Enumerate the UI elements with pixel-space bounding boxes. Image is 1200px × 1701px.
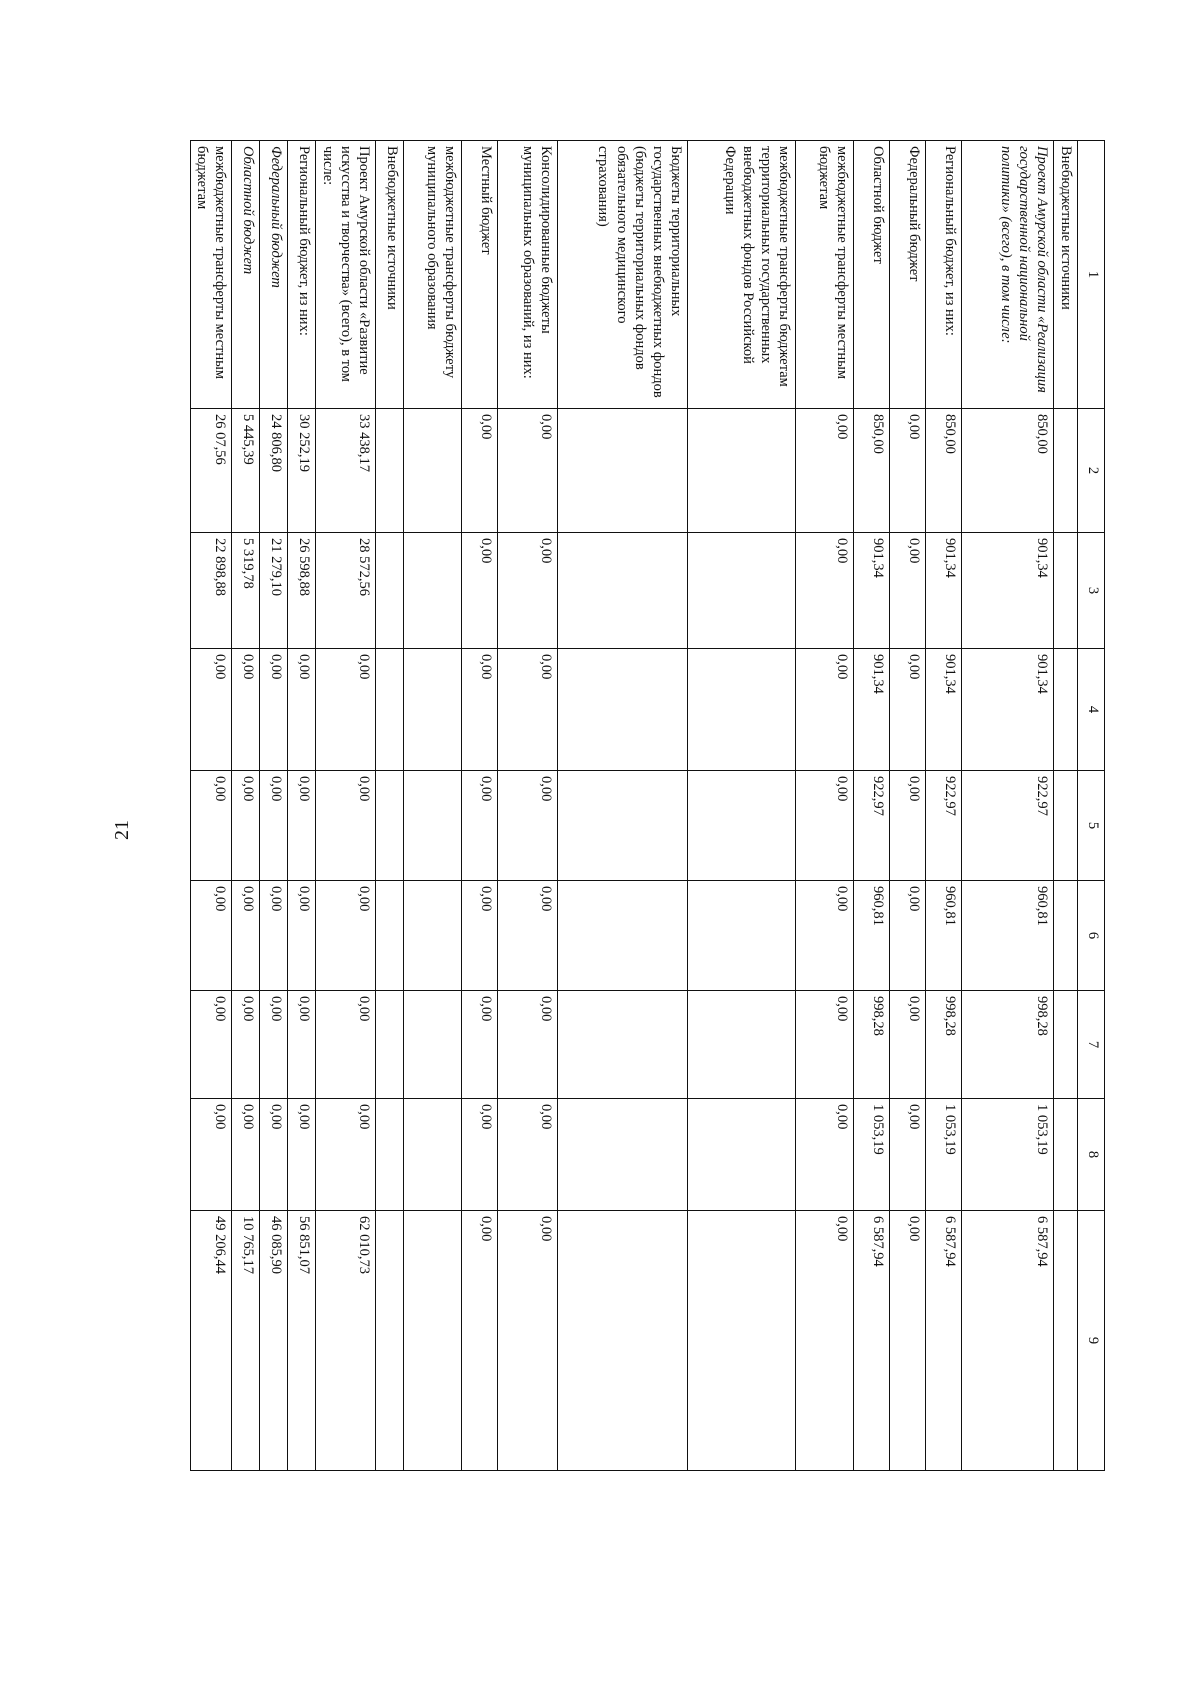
value-cell (688, 409, 796, 533)
value-cell: 0,00 (498, 649, 558, 771)
value-cell: 0,00 (462, 991, 498, 1099)
value-cell: 0,00 (498, 991, 558, 1099)
value-cell: 22 898,88 (190, 533, 231, 649)
value-cell (558, 649, 688, 771)
value-cell: 998,28 (962, 991, 1054, 1099)
column-header-4: 4 (1078, 649, 1105, 771)
value-cell (1054, 409, 1078, 533)
value-cell: 901,34 (854, 533, 890, 649)
value-cell: 0,00 (890, 533, 926, 649)
value-cell: 0,00 (316, 881, 376, 991)
value-cell (688, 881, 796, 991)
value-cell (404, 771, 462, 881)
value-cell (558, 1211, 688, 1471)
value-cell (558, 409, 688, 533)
row-label: Областной бюджет (854, 141, 890, 409)
value-cell: 0,00 (890, 1099, 926, 1211)
value-cell (376, 771, 404, 881)
column-header-7: 7 (1078, 991, 1105, 1099)
value-cell (376, 1099, 404, 1211)
value-cell (404, 881, 462, 991)
value-cell: 0,00 (232, 991, 260, 1099)
value-cell: 0,00 (190, 991, 231, 1099)
value-cell: 0,00 (316, 991, 376, 1099)
row-label: Местный бюджет (462, 141, 498, 409)
value-cell: 0,00 (260, 771, 288, 881)
value-cell: 1 053,19 (962, 1099, 1054, 1211)
table-row (190, 141, 231, 1471)
table-row (558, 141, 688, 1471)
table-row (962, 141, 1054, 1471)
value-cell (404, 1099, 462, 1211)
table-row (926, 141, 962, 1471)
value-cell: 0,00 (890, 409, 926, 533)
value-cell: 62 010,73 (316, 1211, 376, 1471)
value-cell (558, 771, 688, 881)
value-cell: 0,00 (288, 649, 316, 771)
value-cell: 0,00 (288, 881, 316, 991)
value-cell: 0,00 (260, 649, 288, 771)
value-cell: 0,00 (498, 881, 558, 991)
value-cell (1054, 1099, 1078, 1211)
value-cell (1054, 649, 1078, 771)
value-cell: 0,00 (232, 881, 260, 991)
value-cell: 922,97 (962, 771, 1054, 881)
row-label: Проект Амурской области «Реализация государственной национальной политики» (всего), в том числе: (962, 141, 1054, 409)
value-cell (688, 649, 796, 771)
value-cell: 0,00 (498, 1099, 558, 1211)
value-cell (404, 649, 462, 771)
value-cell (688, 991, 796, 1099)
value-cell (1054, 991, 1078, 1099)
value-cell (404, 533, 462, 649)
value-cell: 6 587,94 (926, 1211, 962, 1471)
value-cell: 998,28 (926, 991, 962, 1099)
value-cell: 960,81 (854, 881, 890, 991)
value-cell (688, 533, 796, 649)
value-cell (1054, 771, 1078, 881)
column-header-6: 6 (1078, 881, 1105, 991)
value-cell: 0,00 (462, 649, 498, 771)
value-cell: 0,00 (288, 771, 316, 881)
value-cell (558, 533, 688, 649)
table-row (1054, 141, 1078, 1471)
table-row (288, 141, 316, 1471)
value-cell: 0,00 (288, 1099, 316, 1211)
value-cell (376, 881, 404, 991)
row-label: Областной бюджет (232, 141, 260, 409)
value-cell: 0,00 (462, 771, 498, 881)
value-cell: 0,00 (796, 881, 854, 991)
table-row (260, 141, 288, 1471)
value-cell: 6 587,94 (962, 1211, 1054, 1471)
value-cell: 922,97 (854, 771, 890, 881)
table-row (232, 141, 260, 1471)
value-cell: 1 053,19 (854, 1099, 890, 1211)
value-cell: 33 438,17 (316, 409, 376, 533)
value-cell: 0,00 (232, 771, 260, 881)
table-row (376, 141, 404, 1471)
value-cell: 49 206,44 (190, 1211, 231, 1471)
value-cell: 0,00 (260, 881, 288, 991)
value-cell: 901,34 (926, 533, 962, 649)
value-cell (558, 881, 688, 991)
table-row (404, 141, 462, 1471)
value-cell: 850,00 (854, 409, 890, 533)
value-cell: 0,00 (796, 533, 854, 649)
value-cell: 0,00 (796, 1211, 854, 1471)
value-cell (376, 649, 404, 771)
value-cell (1054, 533, 1078, 649)
row-label: Проект Амурской области «Развитие искусства и творчества» (всего), в том числе: (316, 141, 376, 409)
table-row (796, 141, 854, 1471)
value-cell: 0,00 (498, 409, 558, 533)
value-cell: 0,00 (890, 1211, 926, 1471)
value-cell: 901,34 (926, 649, 962, 771)
value-cell: 901,34 (962, 533, 1054, 649)
value-cell: 850,00 (962, 409, 1054, 533)
table-row (854, 141, 890, 1471)
value-cell: 26 598,88 (288, 533, 316, 649)
value-cell: 0,00 (498, 1211, 558, 1471)
value-cell (1054, 881, 1078, 991)
value-cell: 850,00 (926, 409, 962, 533)
value-cell: 0,00 (190, 1099, 231, 1211)
column-header-3: 3 (1078, 533, 1105, 649)
value-cell (558, 1099, 688, 1211)
value-cell: 0,00 (796, 1099, 854, 1211)
row-label: Внебюджетные источники (376, 141, 404, 409)
value-cell: 0,00 (796, 991, 854, 1099)
value-cell (688, 1211, 796, 1471)
value-cell (558, 991, 688, 1099)
table-row (498, 141, 558, 1471)
row-label: Федеральный бюджет (260, 141, 288, 409)
rotated-table-container (120, 140, 1105, 1470)
value-cell: 960,81 (926, 881, 962, 991)
column-header-1: 1 (1078, 141, 1105, 409)
page-number: 21 (110, 820, 133, 840)
value-cell (404, 409, 462, 533)
value-cell: 960,81 (962, 881, 1054, 991)
row-label: межбюджетные трансферты бюджетам территориальных государственных внебюджетных фондов Российской Федерации (688, 141, 796, 409)
value-cell: 0,00 (260, 1099, 288, 1211)
value-cell: 0,00 (316, 1099, 376, 1211)
table-body (190, 141, 1077, 1471)
column-header-5: 5 (1078, 771, 1105, 881)
value-cell: 0,00 (890, 649, 926, 771)
value-cell: 0,00 (498, 771, 558, 881)
value-cell: 0,00 (232, 649, 260, 771)
value-cell (376, 409, 404, 533)
column-header-8: 8 (1078, 1099, 1105, 1211)
value-cell: 0,00 (190, 881, 231, 991)
budget-table (190, 140, 1105, 1471)
row-label: Региональный бюджет, из них: (288, 141, 316, 409)
value-cell: 28 572,56 (316, 533, 376, 649)
value-cell: 5 445,39 (232, 409, 260, 533)
value-cell: 901,34 (854, 649, 890, 771)
value-cell: 1 053,19 (926, 1099, 962, 1211)
value-cell: 0,00 (796, 771, 854, 881)
table-row (688, 141, 796, 1471)
value-cell (404, 991, 462, 1099)
value-cell: 30 252,19 (288, 409, 316, 533)
value-cell: 6 587,94 (854, 1211, 890, 1471)
column-header-9: 9 (1078, 1211, 1105, 1471)
row-label: межбюджетные трансферты местным бюджетам (190, 141, 231, 409)
value-cell: 0,00 (462, 1099, 498, 1211)
value-cell: 0,00 (462, 409, 498, 533)
value-cell: 901,34 (962, 649, 1054, 771)
value-cell: 24 806,80 (260, 409, 288, 533)
header-row (1078, 141, 1105, 1471)
table-row (890, 141, 926, 1471)
value-cell: 0,00 (190, 771, 231, 881)
value-cell: 0,00 (796, 409, 854, 533)
value-cell: 0,00 (288, 991, 316, 1099)
value-cell: 0,00 (316, 771, 376, 881)
value-cell: 922,97 (926, 771, 962, 881)
row-label: Региональный бюджет, из них: (926, 141, 962, 409)
value-cell: 0,00 (232, 1099, 260, 1211)
value-cell (376, 1211, 404, 1471)
value-cell (376, 533, 404, 649)
row-label: Федеральный бюджет (890, 141, 926, 409)
value-cell: 0,00 (890, 991, 926, 1099)
value-cell: 46 085,90 (260, 1211, 288, 1471)
value-cell: 0,00 (260, 991, 288, 1099)
row-label: Консолидированные бюджеты муниципальных образований, из них: (498, 141, 558, 409)
row-label: Бюджеты территориальных государственных внебюджетных фондов (бюджеты территориальных фондов обязательного медицинского страхования) (558, 141, 688, 409)
value-cell: 0,00 (890, 771, 926, 881)
value-cell: 0,00 (462, 1211, 498, 1471)
value-cell: 26 07,56 (190, 409, 231, 533)
value-cell: 0,00 (462, 881, 498, 991)
row-label: межбюджетные трансферты бюджету муниципального образования (404, 141, 462, 409)
value-cell: 998,28 (854, 991, 890, 1099)
value-cell: 56 851,07 (288, 1211, 316, 1471)
value-cell: 0,00 (316, 649, 376, 771)
value-cell: 0,00 (498, 533, 558, 649)
value-cell (376, 991, 404, 1099)
value-cell: 0,00 (890, 881, 926, 991)
value-cell: 0,00 (462, 533, 498, 649)
row-label: Внебюджетные источники (1054, 141, 1078, 409)
value-cell (688, 1099, 796, 1211)
value-cell (1054, 1211, 1078, 1471)
value-cell: 10 765,17 (232, 1211, 260, 1471)
value-cell: 5 319,78 (232, 533, 260, 649)
table-row (462, 141, 498, 1471)
value-cell: 0,00 (190, 649, 231, 771)
value-cell: 21 279,10 (260, 533, 288, 649)
value-cell (688, 771, 796, 881)
value-cell: 0,00 (796, 649, 854, 771)
column-header-2: 2 (1078, 409, 1105, 533)
value-cell (404, 1211, 462, 1471)
row-label: межбюджетные трансферты местным бюджетам (796, 141, 854, 409)
table-row (316, 141, 376, 1471)
